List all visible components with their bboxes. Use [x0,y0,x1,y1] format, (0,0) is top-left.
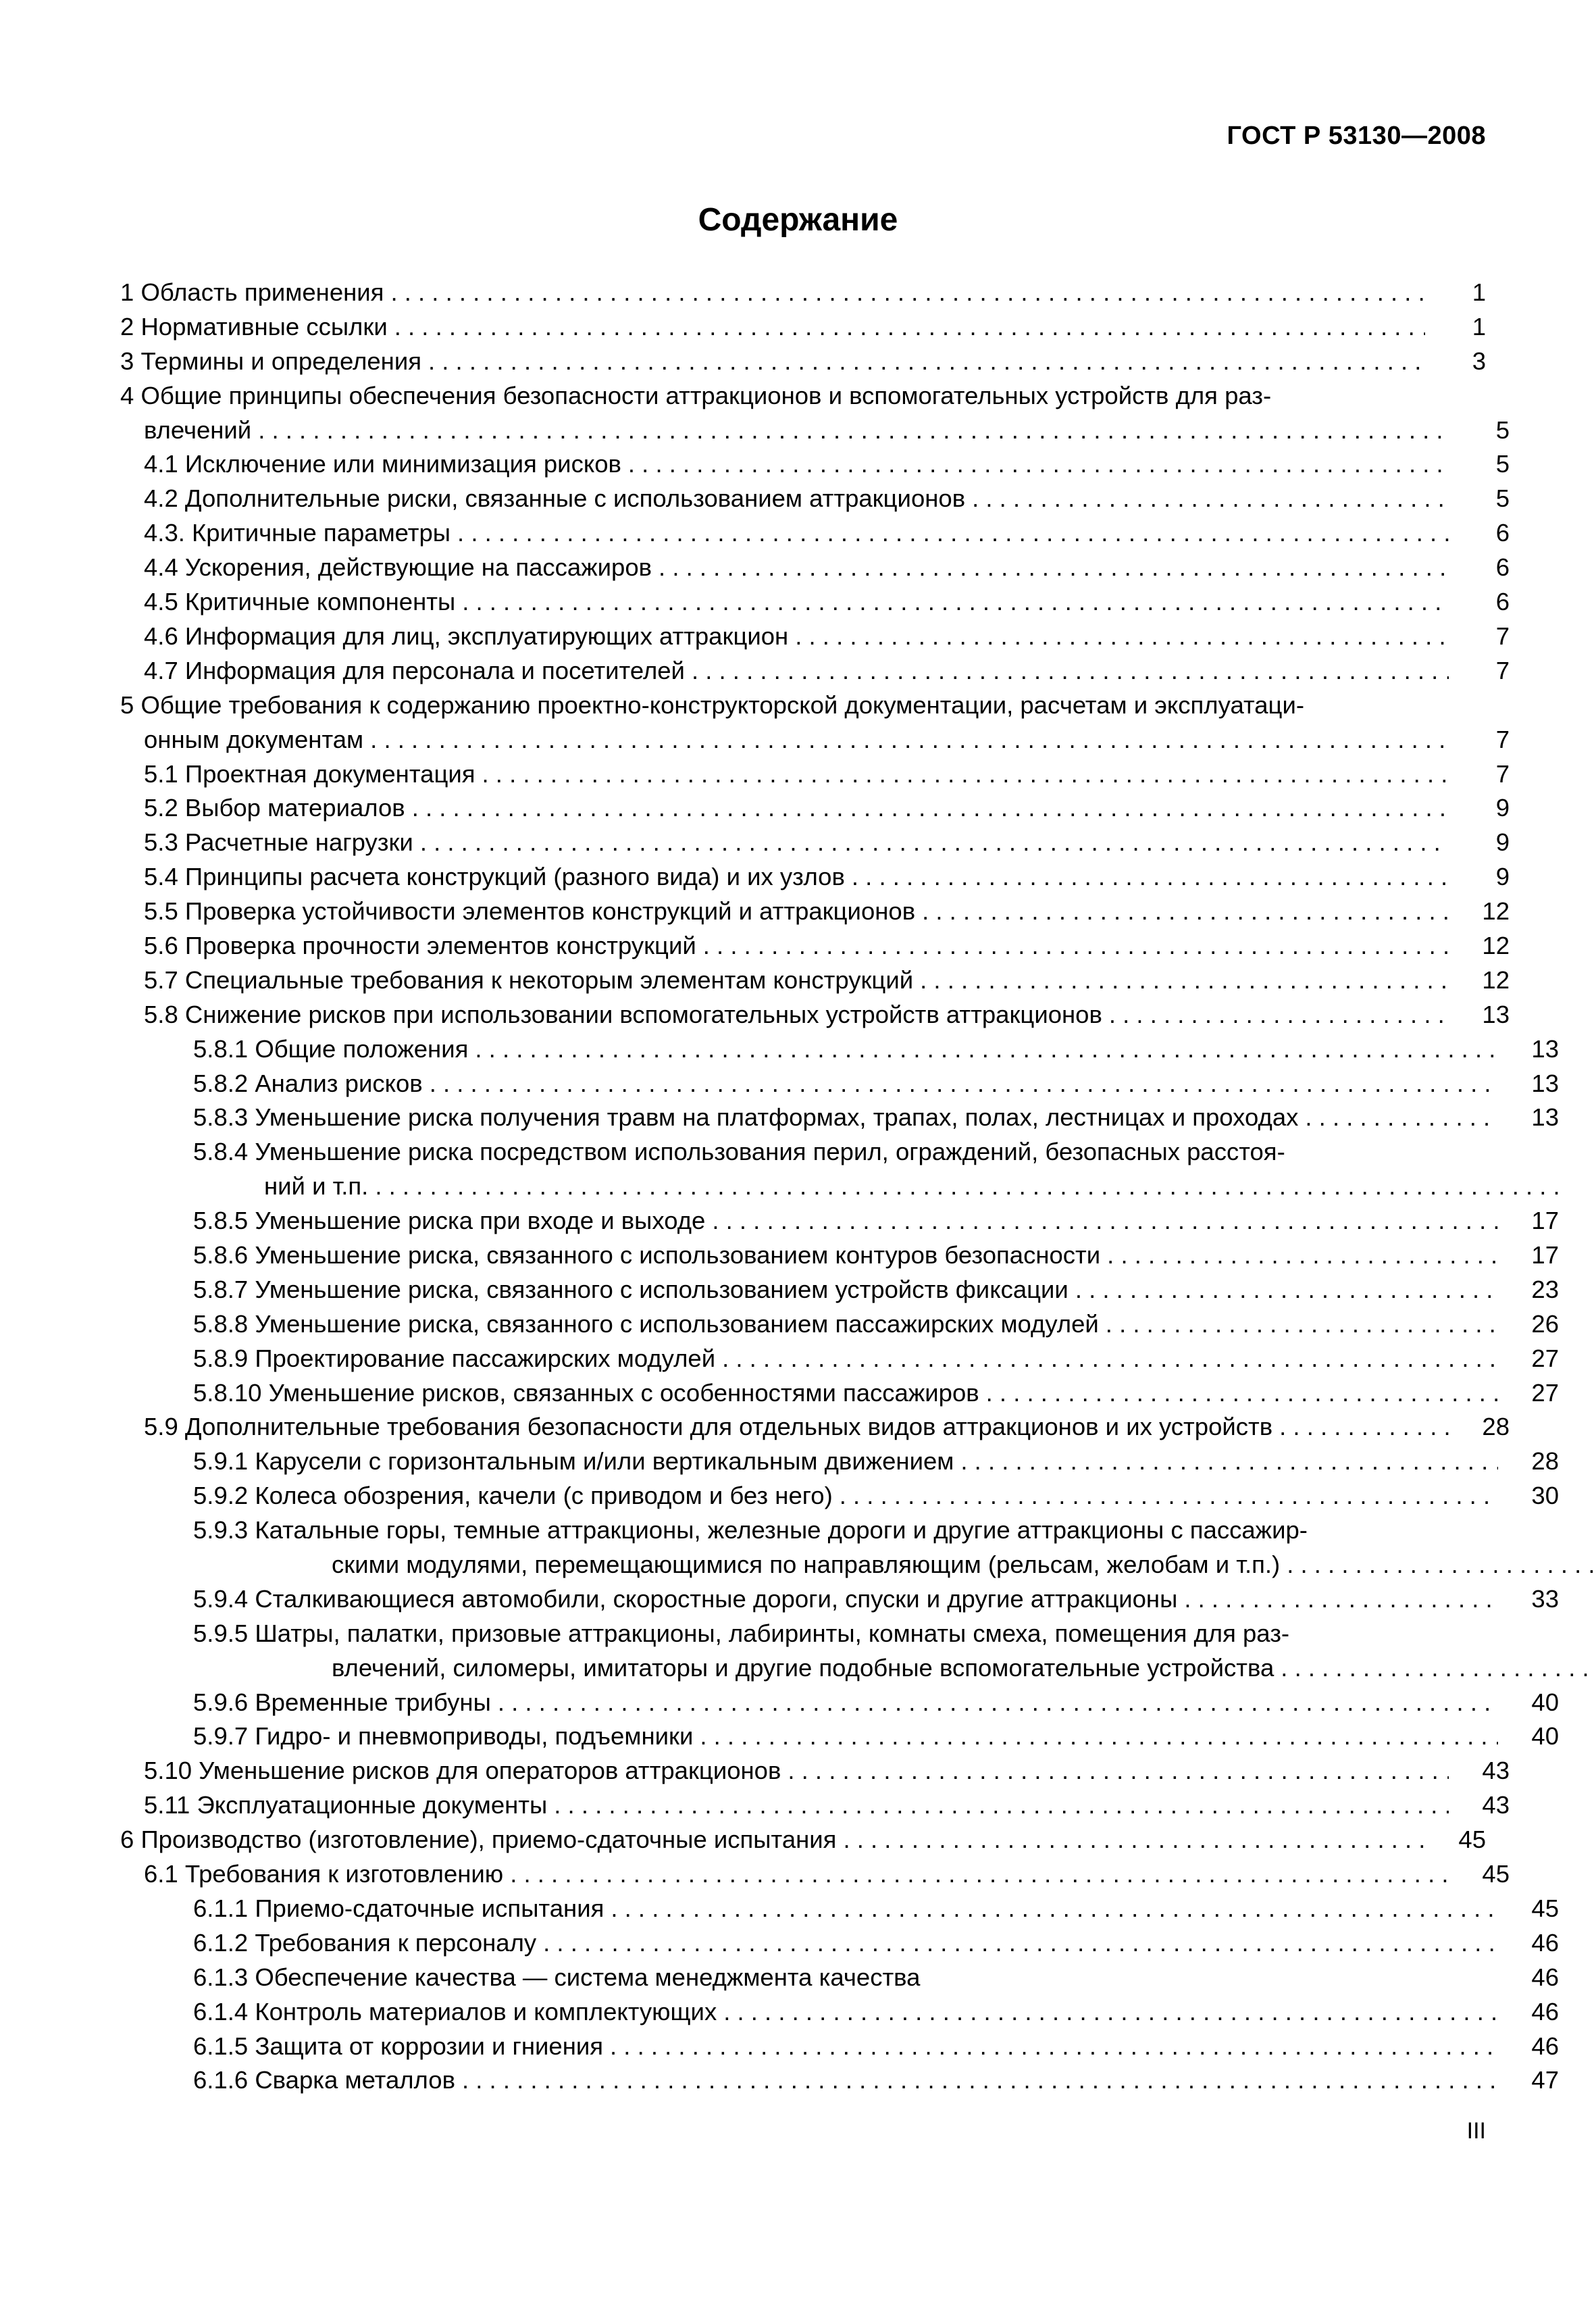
dot-leader [405,791,1449,826]
toc-entry[interactable] [120,1101,1559,1135]
toc-entry-title: влечений, силомеры, имитаторы и другие подобные вспомогательные устройства [332,1653,1275,1682]
toc-entry[interactable] [120,1926,1559,1961]
toc-entry-title: 5.8.4 Уменьшение риска посредством использования перил, ограждений, безопасных расстоя- [193,1138,1285,1166]
dot-leader [384,276,1425,310]
dot-leader [388,310,1425,345]
toc-entry[interactable] [120,757,1510,792]
dot-leader [603,2030,1498,2064]
toc-entry-title: 4.4 Ускорения, действующие на пассажиров [144,553,652,582]
toc-entry-title: 5.6 Проверка прочности элементов конструкций [144,931,696,959]
toc-entry-title: 4.6 Информация для лиц, эксплуатирующих аттракцион [144,622,789,650]
toc-entry-page: 17 [1531,1240,1559,1269]
dot-leader [1272,1410,1449,1444]
toc-entry-page: 12 [1482,965,1510,994]
dot-leader [621,447,1449,482]
toc-entry-title: 5.9.1 Карусели с горизонтальным и/или вертикальным движением [193,1447,954,1476]
dot-leader [954,1444,1498,1479]
toc-entry-page: 43 [1482,1757,1510,1785]
toc-entry[interactable] [120,379,1510,448]
toc-entry-page: 13 [1531,1034,1559,1063]
toc-entry-page: 6 [1495,519,1510,547]
toc-entry-title: 5.8.10 Уменьшение рисков, связанных с особенностями пассажиров [193,1378,979,1407]
toc-entry-page: 7 [1495,656,1510,684]
dot-leader [468,1032,1498,1067]
toc-entry-title: 5.9.2 Колеса обозрения, качели (с приводом и без него) [193,1482,833,1510]
dot-leader [833,1479,1498,1513]
toc-entry[interactable] [120,1307,1559,1342]
toc-entry-page: 9 [1495,863,1510,891]
dot-leader [979,1376,1498,1411]
toc-entry-title: 5.10 Уменьшение рисков для операторов аттракционов [144,1757,781,1785]
dot-leader [421,345,1425,379]
toc-entry-title: 5.9.3 Катальные горы, темные аттракционы, железные дороги и другие аттракционы с пассажир- [193,1516,1308,1544]
toc-entry-title: 3 Термины и определения [120,347,421,375]
toc-entry-page: 5 [1495,416,1510,444]
toc-entry[interactable] [120,688,1510,757]
toc-entry-page: 9 [1495,794,1510,822]
dot-leader [423,1067,1498,1101]
toc-entry[interactable] [120,1204,1559,1238]
toc-entry-page: 9 [1495,828,1510,857]
toc-entry[interactable] [120,1067,1559,1101]
table-of-contents [120,276,1559,2098]
toc-entry-page: 45 [1458,1826,1486,1854]
toc-entry-page: 45 [1531,1894,1559,1922]
toc-entry-page: 46 [1531,1963,1559,1991]
toc-entry-title: 6.1.1 Приемо-сдаточные испытания [193,1894,604,1922]
dot-leader [715,1342,1498,1376]
dot-leader [845,860,1449,895]
dot-leader [451,516,1449,551]
toc-entry-page: 46 [1531,1928,1559,1957]
toc-entry-page: 13 [1531,1069,1559,1097]
dot-leader [965,482,1449,516]
toc-entry[interactable] [120,1479,1559,1513]
toc-entry-title: 4.2 Дополнительные риски, связанные с использованием аттракционов [144,484,966,513]
toc-entry[interactable] [120,1444,1559,1479]
dot-leader [455,2063,1498,2098]
toc-entry-title: 5.8.9 Проектирование пассажирских модулей [193,1344,716,1372]
toc-entry-page: 46 [1531,1997,1559,2026]
toc-entry[interactable] [120,1961,1559,1995]
toc-entry-title: 6.1.3 Обеспечение качества — система менеджмента качества [193,1963,921,1991]
dot-leader [836,1823,1425,1857]
toc-entry-page: 7 [1495,622,1510,650]
toc-entry[interactable] [120,345,1486,379]
toc-entry-title: 4.1 Исключение или минимизация рисков [144,450,621,478]
toc-entry-page: 28 [1482,1413,1510,1441]
toc-entry-title: 5.5 Проверка устойчивости элементов конструкций и аттракционов [144,897,916,926]
toc-entry[interactable] [120,963,1510,998]
toc-entry[interactable] [120,2063,1559,2098]
dot-leader [717,1995,1498,2030]
dot-leader [1100,1238,1498,1273]
toc-entry[interactable] [120,1995,1559,2030]
toc-entry-title: 5.4 Принципы расчета конструкций (разного вида) и их узлов [144,863,845,891]
toc-entry-title: ний и т.п. [264,1172,369,1201]
toc-entry[interactable] [120,1617,1486,1686]
toc-entry[interactable] [120,929,1510,963]
toc-entry-title: 5.9.5 Шатры, палатки, призовые аттракционы, лабиринты, комнаты смеха, помещения для раз- [193,1619,1290,1647]
dot-leader [915,895,1449,929]
toc-entry[interactable] [120,1857,1510,1892]
toc-entry[interactable] [120,1582,1559,1617]
toc-entry-title: 5 Общие требования к содержанию проектно-конструкторской документации, расчетам и эксплуатаци- [120,690,1304,719]
page-title: Содержание [698,202,898,238]
toc-entry-title: 5.8.8 Уменьшение риска, связанного с использованием пассажирских модулей [193,1309,1099,1338]
toc-entry-page: 6 [1495,588,1510,616]
toc-entry-page: 26 [1531,1309,1559,1338]
dot-leader [1298,1101,1498,1135]
toc-entry-page: 6 [1495,553,1510,582]
dot-leader [696,929,1449,963]
dot-leader [491,1686,1498,1720]
toc-entry[interactable] [120,1376,1559,1411]
dot-leader [368,1169,1569,1204]
toc-entry-title: 5.8.5 Уменьшение риска при входе и выходе [193,1207,706,1235]
toc-entry-page: 12 [1482,931,1510,959]
page-number: III [1466,2118,1486,2144]
toc-entry[interactable] [120,1032,1559,1067]
toc-entry-page: 1 [1472,278,1486,306]
toc-entry-title: 4.5 Критичные компоненты [144,588,456,616]
toc-entry-title: онным документам [144,725,364,753]
dot-leader [363,723,1449,757]
toc-entry[interactable] [120,516,1510,551]
toc-entry[interactable] [120,1410,1510,1444]
toc-entry[interactable] [120,1788,1510,1823]
toc-entry-title: 5.8.1 Общие положения [193,1034,469,1063]
toc-entry[interactable] [120,482,1510,516]
toc-entry-page: 13 [1482,1000,1510,1028]
toc-entry-title: 5.7 Специальные требования к некоторым элементам конструкций [144,965,914,994]
dot-leader [1102,998,1449,1032]
dot-leader [693,1719,1498,1754]
toc-entry-page: 43 [1482,1791,1510,1819]
dot-leader [1274,1651,1596,1686]
toc-entry-title: 5.9.7 Гидро- и пневмоприводы, подъемники [193,1722,694,1751]
toc-entry[interactable] [120,1273,1559,1307]
toc-entry[interactable] [120,2030,1559,2064]
toc-entry-title: 6.1.4 Контроль материалов и комплектующих [193,1997,717,2026]
toc-entry[interactable] [120,276,1486,310]
toc-entry-page: 13 [1531,1103,1559,1132]
toc-entry[interactable] [120,551,1510,585]
toc-entry-title: 5.8 Снижение рисков при использовании вспомогательных устройств аттракционов [144,1000,1102,1028]
toc-entry[interactable] [120,310,1486,345]
toc-entry-page: 17 [1531,1207,1559,1235]
toc-entry-title: 4.3. Критичные параметры [144,519,451,547]
toc-entry[interactable] [120,860,1510,895]
toc-entry-page [1569,1169,1596,1204]
toc-entry-title: 5.3 Расчетные нагрузки [144,828,413,857]
toc-entry-title: 6.1.5 Защита от коррозии и гниения [193,2032,604,2060]
toc-entry-page: 40 [1531,1722,1559,1751]
toc-entry-title: 6.1.6 Сварка металлов [193,2066,455,2094]
dot-leader [536,1926,1498,1961]
toc-entry[interactable] [120,1238,1559,1273]
toc-entry-page: 28 [1531,1447,1559,1476]
toc-entry-title: 5.2 Выбор материалов [144,794,405,822]
toc-entry-title: 5.9 Дополнительные требования безопасности для отдельных видов аттракционов и их устройств [144,1413,1273,1441]
toc-entry-title: 1 Область применения [120,278,384,306]
toc-entry-page: 5 [1495,484,1510,513]
toc-entry[interactable] [120,1823,1486,1857]
toc-entry-title: 6.1.2 Требования к персоналу [193,1928,537,1957]
toc-entry[interactable] [120,1754,1510,1788]
dot-leader [705,1204,1498,1238]
toc-entry-title: 6.1 Требования к изготовлению [144,1860,504,1888]
dot-leader [1177,1582,1498,1617]
dot-leader [652,551,1449,585]
toc-entry-page: 12 [1482,897,1510,926]
toc-entry-title: 5.8.7 Уменьшение риска, связанного с использованием устройств фиксации [193,1275,1069,1303]
dot-leader [913,963,1449,998]
dot-leader [547,1788,1449,1823]
toc-entry-title: 5.8.3 Уменьшение риска получения травм на платформах, трапах, полах, лестницах и проходах [193,1103,1299,1132]
toc-entry-title: 5.8.6 Уменьшение риска, связанного с использованием контуров безопасности [193,1240,1101,1269]
dot-leader [604,1892,1498,1926]
toc-entry-title: 4.7 Информация для персонала и посетителей [144,656,685,684]
toc-entry-page: 7 [1495,725,1510,753]
dot-leader [455,585,1449,620]
dot-leader [781,1754,1449,1788]
toc-entry-title: 5.9.4 Сталкивающиеся автомобили, скоростные дороги, спуски и другие аттракционы [193,1584,1178,1613]
dot-leader [1069,1273,1498,1307]
toc-entry-page: 27 [1531,1378,1559,1407]
toc-entry-title: 5.1 Проектная документация [144,759,475,788]
toc-entry-page: 5 [1495,450,1510,478]
toc-entry-page: 3 [1472,347,1486,375]
toc-entry-title: 2 Нормативные ссылки [120,312,388,341]
toc-entry[interactable] [120,1892,1559,1926]
dot-leader [251,413,1449,448]
dot-leader [1280,1548,1596,1582]
toc-entry-title: 5.8.2 Анализ рисков [193,1069,423,1097]
toc-entry-page: 45 [1482,1860,1510,1888]
toc-entry[interactable] [120,1686,1559,1720]
toc-entry-page: 1 [1472,312,1486,341]
toc-entry-title: 5.9.6 Временные трибуны [193,1688,491,1716]
toc-entry[interactable] [120,1342,1559,1376]
toc-entry-title: 5.11 Эксплуатационные документы [144,1791,548,1819]
toc-entry[interactable] [120,585,1510,620]
toc-entry-page: 23 [1531,1275,1559,1303]
toc-entry[interactable] [120,1513,1486,1582]
toc-entry-page: 27 [1531,1344,1559,1372]
toc-entry[interactable] [120,998,1510,1032]
toc-entry[interactable] [120,1135,1486,1204]
toc-entry-title: 6 Производство (изготовление), приемо-сдаточные испытания [120,1826,837,1854]
dot-leader [475,757,1449,792]
toc-entry-page: 40 [1531,1688,1559,1716]
toc-entry-page: 46 [1531,2032,1559,2060]
toc-entry-page: 47 [1531,2066,1559,2094]
toc-entry[interactable] [120,654,1510,688]
dot-leader [1099,1307,1498,1342]
dot-leader [788,620,1449,654]
dot-leader [685,654,1449,688]
toc-entry[interactable] [120,620,1510,654]
toc-entry-page: 33 [1531,1584,1559,1613]
toc-entry-title: влечений [144,416,252,444]
toc-entry[interactable] [120,895,1510,929]
toc-entry[interactable] [120,447,1510,482]
dot-leader [413,826,1449,860]
toc-entry-page: 7 [1495,759,1510,788]
dot-leader [503,1857,1449,1892]
toc-entry-title: скими модулями, перемещающимися по направляющим (рельсам, желобам и т.п.) [332,1551,1281,1579]
toc-entry[interactable] [120,791,1510,826]
toc-entry-title: 4 Общие принципы обеспечения безопасности аттракционов и вспомогательных устройств для раз- [120,381,1272,409]
toc-entry-page: 30 [1531,1482,1559,1510]
toc-entry[interactable] [120,1719,1559,1754]
toc-entry[interactable] [120,826,1510,860]
document-code: ГОСТ Р 53130—2008 [1227,122,1486,150]
